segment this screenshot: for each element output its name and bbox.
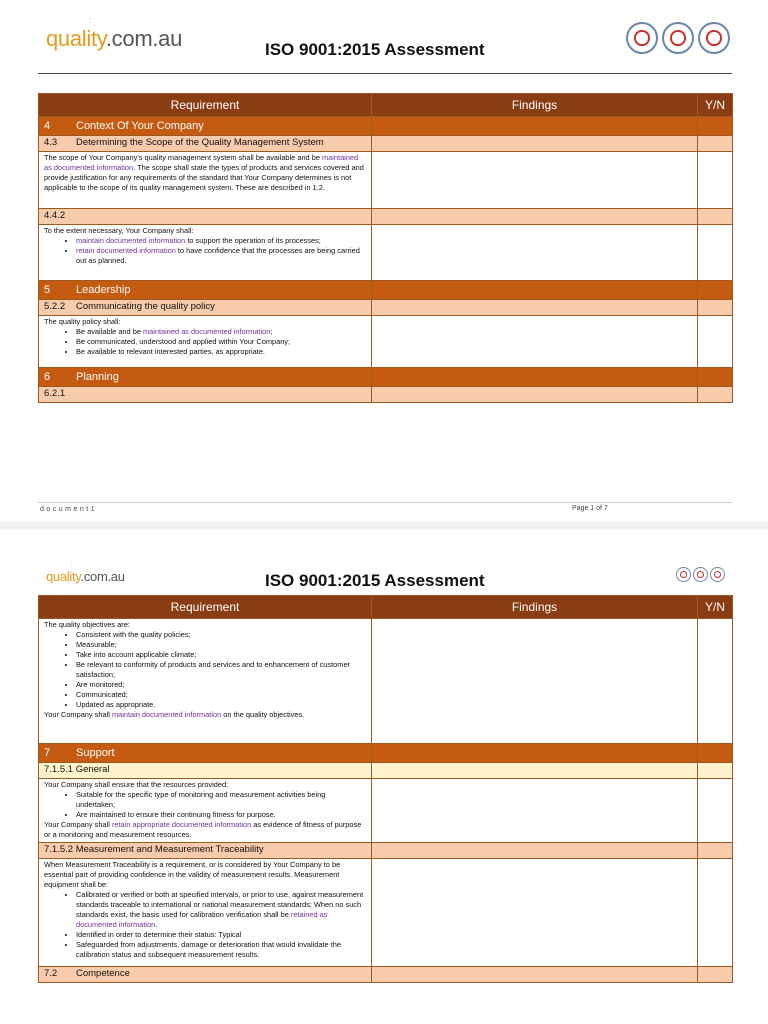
findings-cell[interactable] xyxy=(372,152,698,209)
findings-cell[interactable] xyxy=(372,281,698,300)
subsection-number: 6.2.1 xyxy=(44,388,66,400)
section-title: Context Of Your Company xyxy=(76,119,204,132)
subsection-number: 4.4.2 xyxy=(44,210,66,222)
certification-seal-icon xyxy=(698,22,730,54)
requirement-row xyxy=(39,225,733,281)
yn-cell[interactable] xyxy=(698,859,733,967)
subsection-row xyxy=(39,209,733,225)
list-item: • Suitable for the specific type of monitoring and measurement activities being undertaken; xyxy=(76,790,366,810)
section-number: 7 xyxy=(44,746,51,759)
subsection-title: Determining the Scope of the Quality Management System xyxy=(76,137,324,149)
requirement-row xyxy=(39,859,733,967)
requirement-text: When Measurement Traceability is a requirement, or is considered by Your Company to be essential part of providing confidence in the validity of measurement results. Measurement equipment shall be: • Calibrated or verified or both at specified intervals, or prior to use, against measurement standards traceable to international or national measurement standards; When no such standards exist, the basis used for calibration verification shall be retained as documented information. • Identified in order to determine their status: Typical • Safeguarded from adjustments, damage or deterioration that would invalidate the calibration status and subsequent measurement results. xyxy=(39,859,372,967)
yn-cell[interactable] xyxy=(698,152,733,209)
subsection-number: 7.2 xyxy=(44,968,58,980)
section-row xyxy=(39,368,733,387)
page-title: ISO 9001:2015 Assessment xyxy=(265,571,485,590)
table-header xyxy=(39,596,733,619)
list-item: • Measurable; xyxy=(76,640,366,650)
list-item: • Are monitored; xyxy=(76,680,366,690)
list-item: • Consistent with the quality policies; xyxy=(76,630,366,640)
assessment-table xyxy=(38,93,733,403)
subsection-number: 4.3 xyxy=(44,137,58,149)
requirement-text: The quality policy shall: • Be available and be maintained as documented information; • Be communicated, understood and applied within Your Company; • Be available to relevant interested parties, as appropriate. xyxy=(39,316,372,368)
footer-page-number: Page 1 of 7 xyxy=(572,505,608,512)
requirement-text: To the extent necessary, Your Company shall: • maintain documented information to support the operation of its processes; • retain documented information to have confidence that the processes are being carried out as planned. xyxy=(39,225,372,281)
section-row xyxy=(39,281,733,300)
subsection-row xyxy=(39,843,733,859)
certification-seals xyxy=(626,22,730,54)
requirement-column-header: Requirement xyxy=(39,94,372,117)
subsection-row xyxy=(39,136,733,152)
yn-cell[interactable] xyxy=(698,316,733,368)
assessment-table xyxy=(38,595,733,983)
logo-domain-text: .com.au xyxy=(105,26,183,51)
findings-cell[interactable] xyxy=(372,300,698,316)
yn-cell[interactable] xyxy=(698,117,733,136)
requirement-row xyxy=(39,619,733,744)
requirement-text: The scope of Your Company’s quality management system shall be available and be maintained as documented information. The scope shall state the types of products and services covered and provide justification for any requirements of the standard that Your Company determines is not applicable to the scope of its quality management system. These are described in 1.2. xyxy=(39,152,372,209)
logo: : quality.com.au xyxy=(46,16,183,51)
findings-cell[interactable] xyxy=(372,843,698,859)
list-item: • maintain documented information to support the operation of its processes; xyxy=(76,236,366,246)
yn-cell[interactable] xyxy=(698,281,733,300)
yn-column-header: Y/N xyxy=(698,94,733,117)
yn-cell[interactable] xyxy=(698,387,733,403)
list-item: • Safeguarded from adjustments, damage or deterioration that would invalidate the calibration status and subsequent measurement results. xyxy=(76,940,366,960)
page-2 xyxy=(0,530,768,1024)
section-title: Planning xyxy=(76,370,119,383)
subsection-title: 7.1.5.2 Measurement and Measurement Traceability xyxy=(39,843,372,859)
findings-cell[interactable] xyxy=(372,368,698,387)
certification-seals xyxy=(676,567,725,582)
yn-cell[interactable] xyxy=(698,225,733,281)
subsection-row xyxy=(39,387,733,403)
list-item: • Be available and be maintained as documented information; xyxy=(76,327,366,337)
subsection-number: 5.2.2 xyxy=(44,301,66,313)
findings-column-header: Findings xyxy=(372,596,698,619)
section-number: 6 xyxy=(44,370,51,383)
section-number: 4 xyxy=(44,119,51,132)
documented-information-link[interactable]: maintain documented information xyxy=(76,235,186,245)
findings-cell[interactable] xyxy=(372,744,698,763)
section-title: Support xyxy=(76,746,115,759)
yn-cell[interactable] xyxy=(698,744,733,763)
logo-main-text: quality xyxy=(46,26,106,51)
findings-cell[interactable] xyxy=(372,117,698,136)
findings-cell[interactable] xyxy=(372,136,698,152)
list-item: • retain documented information to have confidence that the processes are being carried out as planned. xyxy=(76,246,366,266)
logo-main-text: quality xyxy=(46,569,81,584)
list-item: • Take into account applicable climate; xyxy=(76,650,366,660)
subsection-title: 7.1.5.1 General xyxy=(39,763,372,779)
yn-column-header: Y/N xyxy=(698,596,733,619)
findings-cell[interactable] xyxy=(372,967,698,983)
page-title: ISO 9001:2015 Assessment xyxy=(265,40,485,59)
list-item: • Be relevant to conformity of products and services and to enhancement of customer satisfaction; xyxy=(76,660,366,680)
section-number: 5 xyxy=(44,283,51,296)
findings-cell[interactable] xyxy=(372,387,698,403)
list-item: • Identified in order to determine their status: Typical xyxy=(76,930,366,940)
list-item: • Communicated; xyxy=(76,690,366,700)
findings-cell[interactable] xyxy=(372,859,698,967)
requirement-row xyxy=(39,316,733,368)
findings-cell[interactable] xyxy=(372,316,698,368)
findings-cell[interactable] xyxy=(372,209,698,225)
subsection-row xyxy=(39,967,733,983)
requirement-text: Your Company shall ensure that the resources provided: • Suitable for the specific type of monitoring and measurement activities being undertaken; • Are maintained to ensure their continuing fitness for purpose. Your Company shall retain appropriate documented information as evidence of fitness of purpose or a monitoring and measurement resources. xyxy=(39,779,372,843)
list-item: • Are maintained to ensure their continuing fitness for purpose. xyxy=(76,810,366,820)
findings-cell[interactable] xyxy=(372,619,698,744)
yn-cell[interactable] xyxy=(698,843,733,859)
requirement-row xyxy=(39,779,733,843)
documented-information-link[interactable]: retained as documented information xyxy=(76,909,328,929)
table-header xyxy=(39,94,733,117)
header-divider xyxy=(38,73,732,74)
documented-information-link[interactable]: maintained as documented information xyxy=(44,153,359,172)
section-title: Leadership xyxy=(76,283,131,296)
findings-cell[interactable] xyxy=(372,225,698,281)
certification-seal-icon xyxy=(676,567,691,582)
findings-cell[interactable] xyxy=(372,779,698,843)
findings-column-header: Findings xyxy=(372,94,698,117)
findings-cell[interactable] xyxy=(372,763,698,779)
documented-information-link[interactable]: maintained as documented information xyxy=(142,326,271,336)
subsection-row xyxy=(39,300,733,316)
yn-cell[interactable] xyxy=(698,300,733,316)
yn-cell[interactable] xyxy=(698,779,733,843)
yn-cell[interactable] xyxy=(698,368,733,387)
certification-seal-icon xyxy=(710,567,725,582)
requirement-row xyxy=(39,152,733,209)
section-row xyxy=(39,744,733,763)
certification-seal-icon xyxy=(693,567,708,582)
subsection-title: Communicating the quality policy xyxy=(76,301,215,313)
footer-document-name: document1 xyxy=(40,506,98,513)
footer-divider xyxy=(38,502,732,503)
documented-information-link[interactable]: retain documented information xyxy=(76,245,176,255)
section-row xyxy=(39,117,733,136)
logo-domain-text: .com.au xyxy=(80,569,125,584)
requirement-column-header: Requirement xyxy=(39,596,372,619)
subsection-title: Competence xyxy=(76,968,130,980)
list-item: • Be available to relevant interested parties, as appropriate. xyxy=(76,347,366,357)
yn-cell[interactable] xyxy=(698,967,733,983)
certification-seal-icon xyxy=(662,22,694,54)
list-item: • Be communicated, understood and applied within Your Company; xyxy=(76,337,366,347)
certification-seal-icon xyxy=(626,22,658,54)
logo: : quality.com.au xyxy=(46,563,125,584)
documented-information-link[interactable]: retain appropriate documented information xyxy=(111,819,252,829)
yn-cell[interactable] xyxy=(698,619,733,744)
list-item: • Updated as appropriate. xyxy=(76,700,366,710)
yn-cell[interactable] xyxy=(698,763,733,779)
documented-information-link[interactable]: maintain documented information xyxy=(111,709,222,719)
requirement-text: The quality objectives are: • Consistent with the quality policies; • Measurable; • Take into account applicable climate; • Be relevant to conformity of products and services and to enhancement of customer satisfaction; • Are monitored; • Communicated; • Updated as appropriate. Your Company shall maintain documented information on the quality objectives. xyxy=(39,619,372,744)
list-item: • Calibrated or verified or both at specified intervals, or prior to use, against measurement standards traceable to international or national measurement standards; When no such standards exist, the basis used for calibration verification shall be retained as documented information. xyxy=(76,890,366,930)
yn-cell[interactable] xyxy=(698,136,733,152)
subsection-row xyxy=(39,763,733,779)
yn-cell[interactable] xyxy=(698,209,733,225)
